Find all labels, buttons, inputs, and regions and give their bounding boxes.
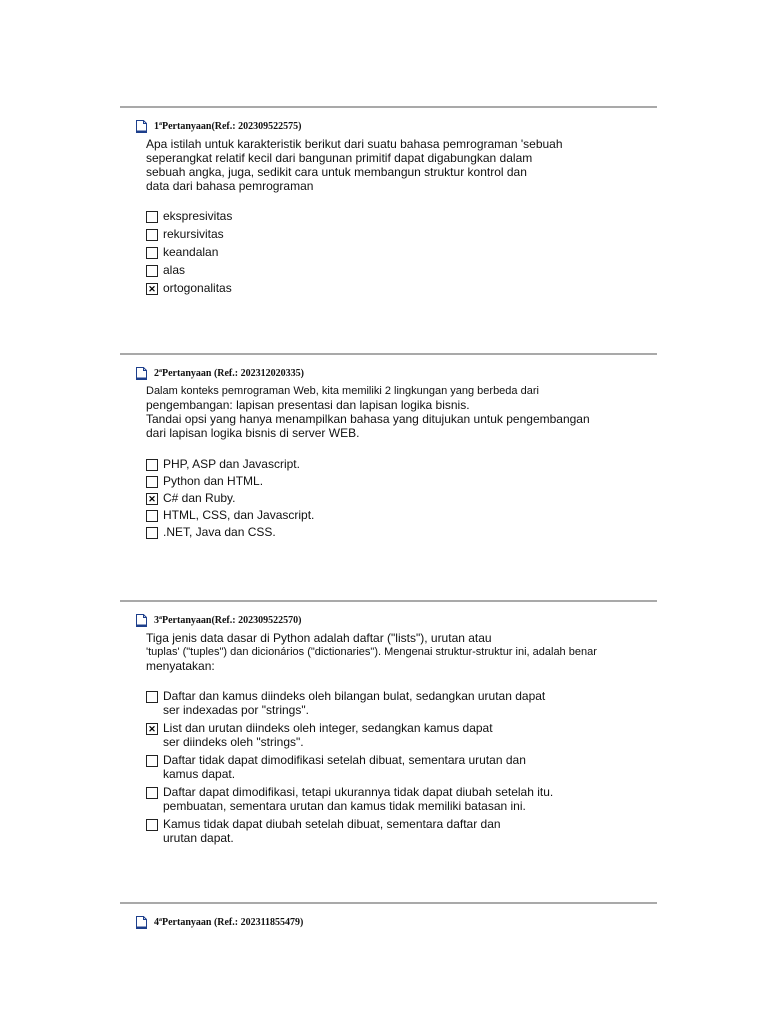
checkbox[interactable] bbox=[146, 476, 158, 488]
answer-option[interactable]: ✕ C# dan Ruby. bbox=[146, 491, 314, 505]
answer-option[interactable]: ekspresivitas bbox=[146, 209, 232, 223]
answer-option[interactable]: Python dan HTML. bbox=[146, 474, 314, 488]
question-title: 1$^a$Pertanyaan(Ref.: 202309522575) bbox=[154, 121, 302, 132]
checkbox[interactable] bbox=[146, 459, 158, 471]
checkbox[interactable] bbox=[146, 229, 158, 241]
question-2 bbox=[120, 353, 657, 539]
answer-option[interactable]: Kamus tidak dapat diubah setelah dibuat, sementara daftar dan urutan dapat. bbox=[146, 817, 553, 845]
checkbox[interactable] bbox=[146, 211, 158, 223]
checkbox-checked[interactable] bbox=[146, 493, 158, 505]
answer-options bbox=[146, 209, 232, 295]
answer-option[interactable]: ✕ ortogonalitas bbox=[146, 281, 232, 295]
question-divider bbox=[120, 902, 657, 904]
checkbox[interactable] bbox=[146, 787, 158, 799]
question-header bbox=[136, 614, 301, 627]
question-header bbox=[136, 367, 304, 380]
question-text: Apa istilah untuk karakteristik berikut dari suatu bahasa pemrograman 'sebuah seperangkat relatif kecil dari bangunan primitif dapat digabungkan dalam sebuah angka, juga, sedikit cara untuk membangun struktur kontrol dan data dari bahasa pemrograman bbox=[146, 137, 563, 193]
answer-option[interactable]: alas bbox=[146, 263, 232, 277]
checkbox[interactable] bbox=[146, 527, 158, 539]
answer-option[interactable]: PHP, ASP dan Javascript. bbox=[146, 457, 314, 471]
answer-option[interactable]: Daftar dan kamus diindeks oleh bilangan bulat, sedangkan urutan dapat ser indexadas por "strings". bbox=[146, 689, 553, 717]
answer-options bbox=[146, 689, 553, 845]
checkbox[interactable] bbox=[146, 755, 158, 767]
question-divider bbox=[120, 600, 657, 602]
document-icon bbox=[136, 614, 147, 627]
answer-option[interactable]: ✕ List dan urutan diindeks oleh integer, sedangkan kamus dapat ser diindeks oleh "strings". bbox=[146, 721, 553, 749]
document-icon bbox=[136, 916, 147, 929]
checkbox[interactable] bbox=[146, 691, 158, 703]
question-1 bbox=[120, 106, 657, 295]
answer-option[interactable]: .NET, Java dan CSS. bbox=[146, 525, 314, 539]
answer-option[interactable]: HTML, CSS, dan Javascript. bbox=[146, 508, 314, 522]
checkbox[interactable] bbox=[146, 247, 158, 259]
question-3 bbox=[120, 600, 657, 845]
answer-option[interactable]: keandalan bbox=[146, 245, 232, 259]
answer-options bbox=[146, 457, 314, 539]
question-header bbox=[136, 120, 301, 133]
question-text: Dalam konteks pemrograman Web, kita memiliki 2 lingkungan yang berbeda dari pengembangan: lapisan presentasi dan lapisan logika bisnis. Tandai opsi yang hanya menampilkan bahasa yang ditujukan untuk pengembangan dari lapisan logika bisnis di server WEB. bbox=[146, 385, 590, 440]
document-icon bbox=[136, 367, 147, 380]
checkbox[interactable] bbox=[146, 510, 158, 522]
question-title: 4$^a$Pertanyaan (Ref.: 202311855479) bbox=[154, 917, 304, 928]
question-header bbox=[136, 916, 303, 929]
question-divider bbox=[120, 106, 657, 108]
checkbox[interactable] bbox=[146, 265, 158, 277]
checkbox-checked[interactable] bbox=[146, 723, 158, 735]
question-title: 2$^a$Pertanyaan (Ref.: 202312020335) bbox=[154, 368, 304, 379]
answer-option[interactable]: rekursivitas bbox=[146, 227, 232, 241]
checkbox[interactable] bbox=[146, 819, 158, 831]
question-4 bbox=[120, 902, 657, 928]
answer-option[interactable]: Daftar tidak dapat dimodifikasi setelah dibuat, sementara urutan dan kamus dapat. bbox=[146, 753, 553, 781]
checkbox-checked[interactable] bbox=[146, 283, 158, 295]
question-text: Tiga jenis data dasar di Python adalah daftar ("lists"), urutan atau 'tuplas' ("tuples") dan dicionários ("dictionaries"). Mengenai struktur-struktur ini, adalah benar menyatakan: bbox=[146, 631, 597, 673]
question-title: 3$^a$Pertanyaan(Ref.: 202309522570) bbox=[154, 615, 302, 626]
answer-option[interactable]: Daftar dapat dimodifikasi, tetapi ukurannya tidak dapat diubah setelah itu. pembuatan, sementara urutan dan kamus tidak memiliki batasan ini. bbox=[146, 785, 553, 813]
question-divider bbox=[120, 353, 657, 355]
document-icon bbox=[136, 120, 147, 133]
